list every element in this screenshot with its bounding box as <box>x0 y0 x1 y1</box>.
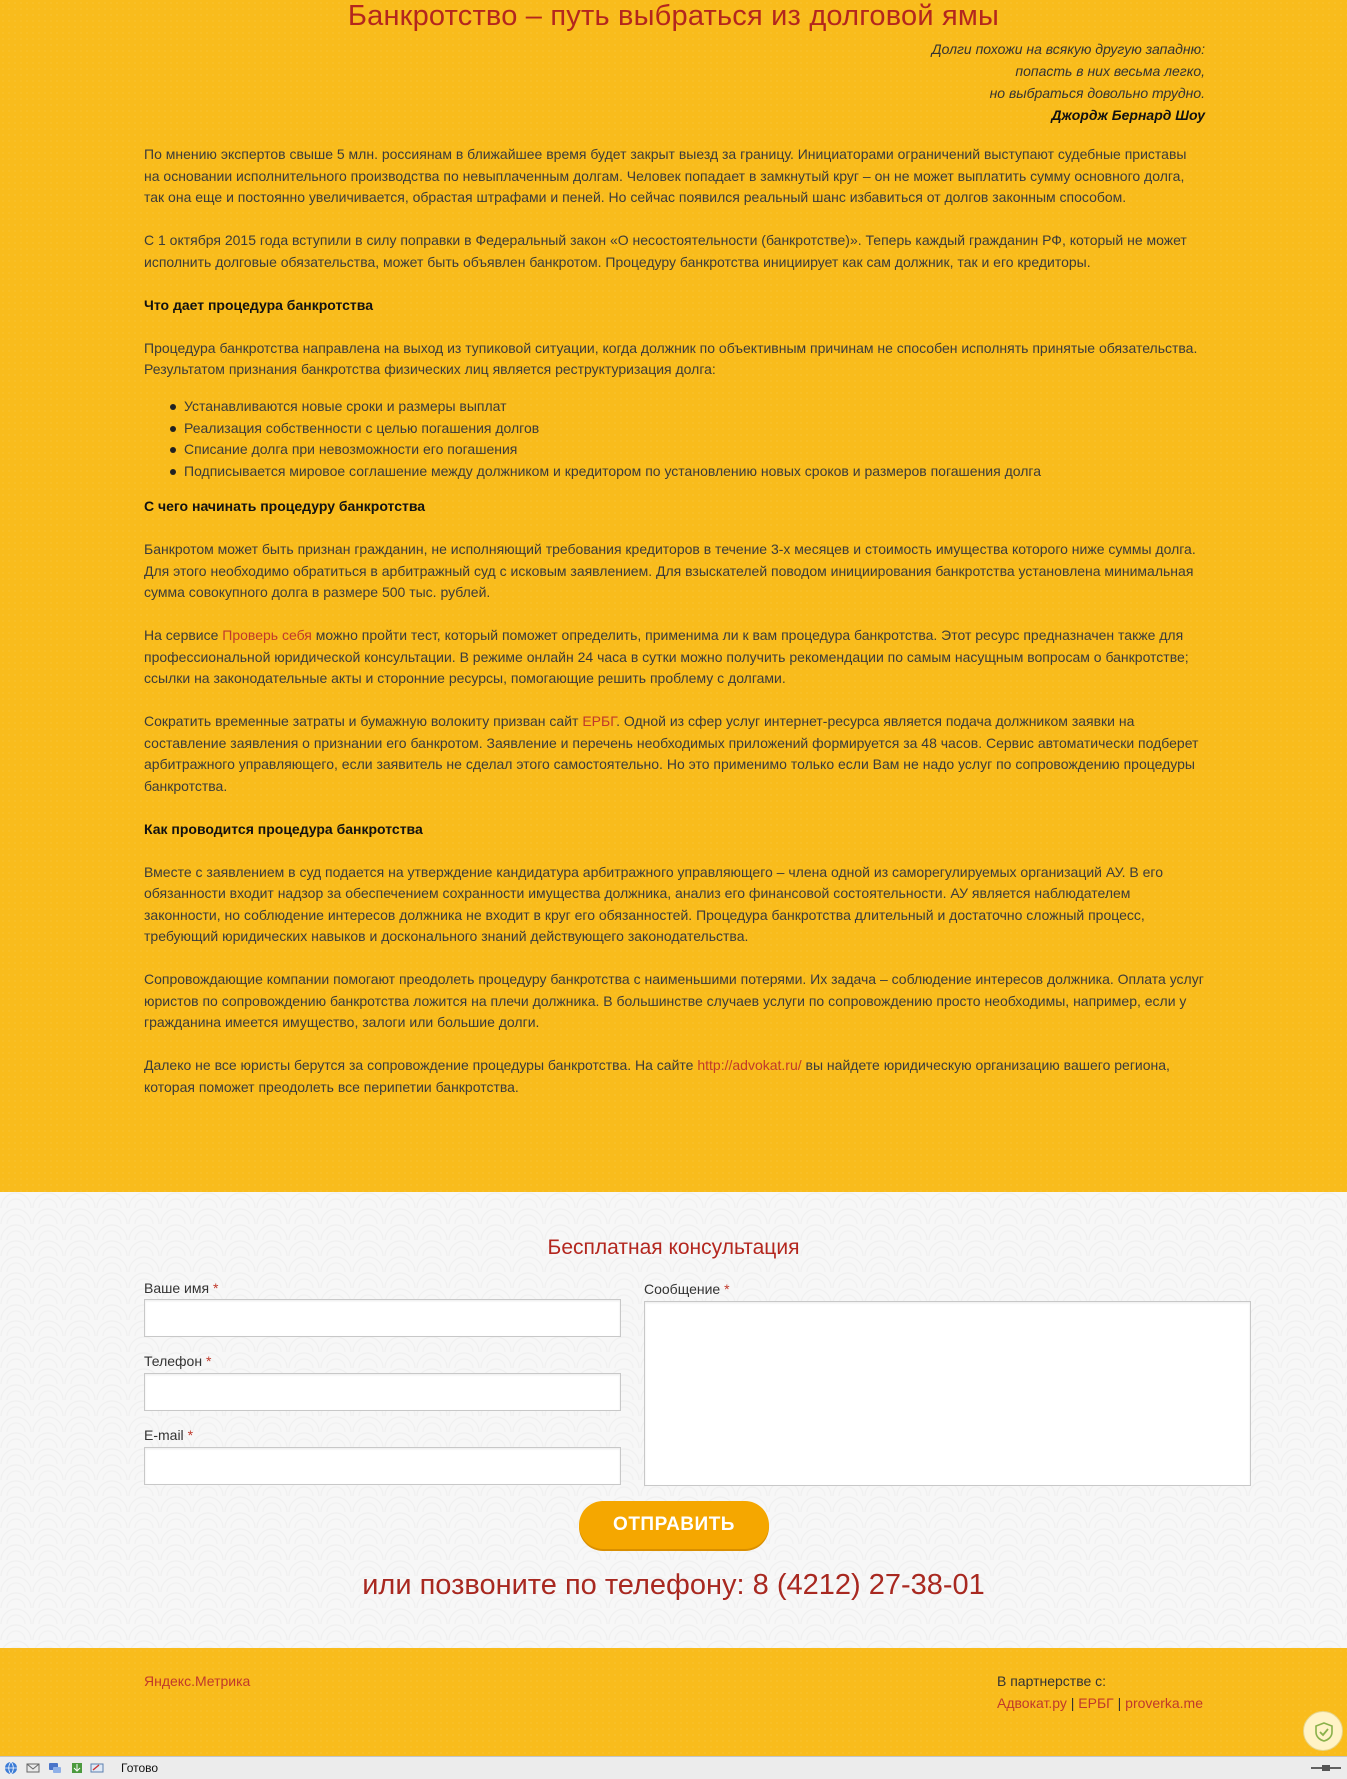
quote-line: но выбраться довольно трудно. <box>989 85 1205 101</box>
paragraph <box>144 1055 1204 1098</box>
consultation-form-section <box>0 1192 1347 1648</box>
label-text: Сообщение <box>644 1281 721 1297</box>
list-item: Реализация собственности с целью погашения долгов <box>184 418 1204 440</box>
name-input[interactable] <box>144 1299 621 1337</box>
phone-callout: или позвоните по телефону: 8 (4212) 27-38-01 <box>362 1569 985 1601</box>
paragraph: По мнению экспертов свыше 5 млн. россиянам в ближайшее время будет закрыт выезд за границу. Инициаторами ограничений выступают судебные приставы на основании исполнительного производства по невыплаченным долгам. Человек попадает в замкнутый круг – он не может выплатить сумму основного долга, так она еще и постоянно увеличивается, обрастая штрафами и пеней. Но сейчас появился реальный шанс избавиться от долгов законным способом. <box>144 146 1187 205</box>
paragraph: Процедура банкротства направлена на выход из тупиковой ситуации, когда должник по объективным причинам не способен исполнять принятые обязательства. Результатом признания банкротства физических лиц является реструктуризация долга: <box>144 339 1198 377</box>
partner-label: В партнерстве с: <box>997 1673 1107 1689</box>
label-text: E-mail <box>144 1427 184 1443</box>
mail-icon[interactable] <box>26 1761 40 1775</box>
chat-icon[interactable] <box>48 1761 62 1775</box>
page-title: Банкротство – путь выбраться из долговой ямы <box>347 0 1000 32</box>
phone-input[interactable] <box>144 1373 621 1411</box>
required-mark: * <box>187 1427 194 1443</box>
list-item: Списание долга при невозможности его погашения <box>184 439 1204 461</box>
footer <box>0 1648 1347 1756</box>
paragraph: С 1 октября 2015 года вступили в силу поправки в Федеральный закон «О несостоятельности (банкротстве)». Теперь каждый гражданин РФ, который не может исполнить долговые обязательства, может быть объявлен банкротом. Процедуру банкротства инициирует как сам должник, так и его кредиторы. <box>144 232 1187 270</box>
section-heading: Как проводится процедура банкротства <box>144 820 423 837</box>
email-input[interactable] <box>144 1447 621 1485</box>
article-content <box>144 144 1204 1120</box>
email-label <box>144 1427 193 1443</box>
section-heading: С чего начинать процедуру банкротства <box>144 498 426 514</box>
globe-icon[interactable] <box>4 1761 18 1775</box>
required-mark: * <box>205 1353 212 1369</box>
message-textarea[interactable] <box>644 1301 1251 1486</box>
connection-icon[interactable] <box>1309 1761 1343 1775</box>
partner-links <box>997 1695 1203 1711</box>
separator: | <box>1070 1695 1075 1711</box>
required-mark: * <box>212 1280 219 1296</box>
section-heading: Что дает процедура банкротства <box>144 296 373 313</box>
browser-status-bar <box>0 1756 1347 1779</box>
advokat-link[interactable]: http://advokat.ru/ <box>697 1057 802 1073</box>
text-span: . Одной из сфер услуг интернет-ресурса является подача должником заявки на составление заявления о признании его банкротом. Заявление и перечень необходимых приложений формируется за 48 часов. Сервис автоматически подберет арбитражного управляющего, если заявитель не сделал этого самостоятельно. Но это применимо только если Вам не надо услуг по сопровождению процедуры банкротства. <box>144 713 1199 794</box>
epigraph-quote <box>932 38 1205 126</box>
list-item: Подписывается мировое соглашение между должником и кредитором по установлению новых сроков и размеров погашения долга <box>184 461 1204 483</box>
form-title: Бесплатная консультация <box>547 1236 800 1259</box>
yandex-metrika-link[interactable]: Яндекс.Метрика <box>144 1673 251 1689</box>
list-item: Устанавливаются новые сроки и размеры выплат <box>184 396 1204 418</box>
security-shield-icon[interactable] <box>1303 1711 1343 1751</box>
message-label <box>644 1281 730 1297</box>
text-span: На сервисе <box>144 627 223 643</box>
text-span: можно пройти тест, который поможет определить, применима ли к вам процедура банкротства. Этот ресурс предназначен также для профессиональной юридической консультации. В режиме онлайн 24 часа в сутки можно получить рекомендации по самым насущным вопросам о банкротстве; ссылки на законодательные акты и сторонние ресурсы, помогающие решить проблему с долгами. <box>144 627 1189 686</box>
edit-icon[interactable] <box>90 1761 104 1775</box>
required-mark: * <box>724 1281 730 1297</box>
bullet-list <box>144 396 1204 482</box>
text-span: Сократить временные затраты и бумажную волокиту призван сайт <box>144 713 583 729</box>
erbg-link[interactable]: ЕРБГ <box>582 713 617 729</box>
partner-link-advokat[interactable]: Адвокат.ру <box>997 1695 1067 1711</box>
phone-label <box>144 1353 211 1369</box>
partner-link-proverka[interactable]: proverka.me <box>1125 1695 1203 1711</box>
quote-line: Долги похожи на всякую другую западню: <box>931 41 1205 57</box>
quote-author: Джордж Бернард Шоу <box>1051 107 1205 123</box>
paragraph <box>144 711 1204 797</box>
proverka-link[interactable]: Проверь себя <box>222 627 312 643</box>
name-label <box>144 1280 218 1296</box>
download-icon[interactable] <box>70 1761 84 1775</box>
submit-button[interactable]: ОТПРАВИТЬ <box>579 1501 769 1549</box>
paragraph: Банкротом может быть признан гражданин, не исполняющий требования кредиторов в течение 3-х месяцев и стоимость имущества которого ниже суммы долга. Для этого необходимо обратиться в арбитражный суд с исковым заявлением. Для взыскателей поводом инициирования банкротства установлена минимальная сумма совокупного долга в размере 500 тыс. рублей. <box>144 541 1196 600</box>
label-text: Телефон <box>144 1353 203 1369</box>
status-text: Готово <box>121 1761 159 1775</box>
text-span: вы найдете юридическую организацию вашего региона, которая поможет преодолеть все перипетии банкротства. <box>144 1057 1170 1095</box>
text-span: Далеко не все юристы берутся за сопровождение процедуры банкротства. На сайте <box>144 1057 698 1073</box>
separator: | <box>1117 1695 1122 1711</box>
paragraph: Сопровождающие компании помогают преодолеть процедуру банкротства с наименьшими потерями. Их задача – соблюдение интересов должника. Оплата услуг юристов по сопровождению банкротства ложится на плечи должника. В большинстве случаев услуги по сопровождению просто необходимы, например, если у гражданина имеется имущество, залоги или большие долги. <box>144 971 1204 1030</box>
label-text: Ваше имя <box>144 1280 210 1296</box>
paragraph <box>144 625 1204 690</box>
quote-line: попасть в них весьма легко, <box>1015 63 1205 79</box>
partner-link-erbg[interactable]: ЕРБГ <box>1078 1695 1114 1711</box>
paragraph: Вместе с заявлением в суд подается на утверждение кандидатура арбитражного управляющего – члена одной из саморегулируемых организаций АУ. В его обязанности входит надзор за обеспечением сохранности имущества должника, анализ его финансовой состоятельности. АУ является наблюдателем законности, но соблюдение интересов должника не входит в круг его обязанностей. Процедура банкротства длительный и достаточно сложный процесс, требующий юридических навыков и досконального знаний действующего законодательства. <box>144 863 1164 944</box>
